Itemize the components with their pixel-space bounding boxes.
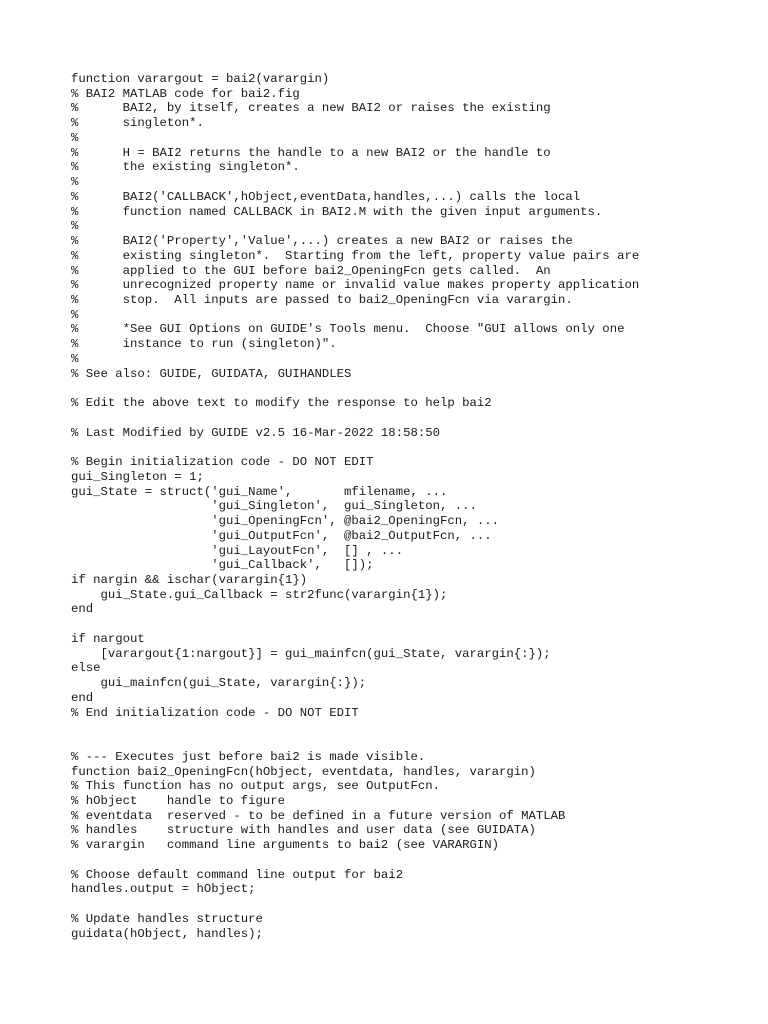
code-line: 'gui_LayoutFcn', [] , ... [71,543,404,558]
code-line: % BAI2 MATLAB code for bai2.fig [71,86,300,101]
code-line: % [71,175,79,190]
code-line: % [71,130,79,145]
code-line: gui_mainfcn(gui_State, varargin{:}); [71,676,367,691]
code-line: % BAI2, by itself, creates a new BAI2 or raises the existing [71,101,551,116]
code-line [71,720,751,735]
code-line: % [71,219,79,234]
code-line: guidata(hObject, handles); [71,926,263,941]
code-line: end [71,602,94,617]
code-line: if nargin && ischar(varargin{1}) [71,572,308,587]
code-line: 'gui_Callback', []); [71,558,374,573]
code-line: if nargout [71,631,145,646]
code-line: % instance to run (singleton)". [71,337,337,352]
code-line: % [71,307,79,322]
code-line: % singleton*. [71,116,204,131]
code-line: 'gui_Singleton', gui_Singleton, ... [71,499,477,514]
code-line: handles.output = hObject; [71,882,256,897]
code-line: % function named CALLBACK in BAI2.M with the given input arguments. [71,204,603,219]
code-line: % eventdata reserved - to be defined in a future version of MATLAB [71,808,566,823]
code-line: % hObject handle to figure [71,793,286,808]
code-line [71,897,751,912]
code-line: 'gui_OutputFcn', @bai2_OutputFcn, ... [71,528,492,543]
code-line: % the existing singleton*. [71,160,300,175]
code-line: else [71,661,101,676]
code-line: end [71,690,94,705]
code-line: % stop. All inputs are passed to bai2_OpeningFcn via varargin. [71,293,573,308]
code-line: gui_State.gui_Callback = str2func(varargin{1}); [71,587,448,602]
code-line: % BAI2('Property','Value',...) creates a new BAI2 or raises the [71,234,573,249]
code-line [71,411,751,426]
code-line: gui_Singleton = 1; [71,469,204,484]
code-line: % existing singleton*. Starting from the left, property value pairs are [71,248,640,263]
code-line [71,735,751,750]
code-line: % Choose default command line output for bai2 [71,867,404,882]
code-line: % See also: GUIDE, GUIDATA, GUIHANDLES [71,366,352,381]
code-line: % --- Executes just before bai2 is made visible. [71,749,426,764]
code-line [71,440,751,455]
code-line: % Last Modified by GUIDE v2.5 16-Mar-2022 18:58:50 [71,425,440,440]
code-line: % unrecognized property name or invalid value makes property application [71,278,640,293]
code-line [71,853,751,868]
code-line: % Update handles structure [71,911,263,926]
code-line: % *See GUI Options on GUIDE's Tools menu. Choose "GUI allows only one [71,322,625,337]
code-line: % End initialization code - DO NOT EDIT [71,705,359,720]
code-line [71,617,751,632]
code-line: % H = BAI2 returns the handle to a new BAI2 or the handle to [71,145,551,160]
code-line: % applied to the GUI before bai2_OpeningFcn gets called. An [71,263,551,278]
code-line: % Edit the above text to modify the response to help bai2 [71,396,492,411]
code-line: % varargin command line arguments to bai2 (see VARARGIN) [71,838,500,853]
code-line [71,381,751,396]
code-line: % BAI2('CALLBACK',hObject,eventData,handles,...) calls the local [71,189,581,204]
code-document [71,72,751,941]
code-line: 'gui_OpeningFcn', @bai2_OpeningFcn, ... [71,514,500,529]
code-line: function bai2_OpeningFcn(hObject, eventdata, handles, varargin) [71,764,536,779]
code-line: % This function has no output args, see OutputFcn. [71,779,440,794]
code-line: function varargout = bai2(varargin) [71,72,330,86]
code-line: [varargout{1:nargout}] = gui_mainfcn(gui_State, varargin{:}); [71,646,551,661]
code-line: % [71,351,79,366]
code-line: gui_State = struct('gui_Name', mfilename, ... [71,484,448,499]
code-line: % Begin initialization code - DO NOT EDIT [71,455,374,470]
code-line: % handles structure with handles and user data (see GUIDATA) [71,823,536,838]
